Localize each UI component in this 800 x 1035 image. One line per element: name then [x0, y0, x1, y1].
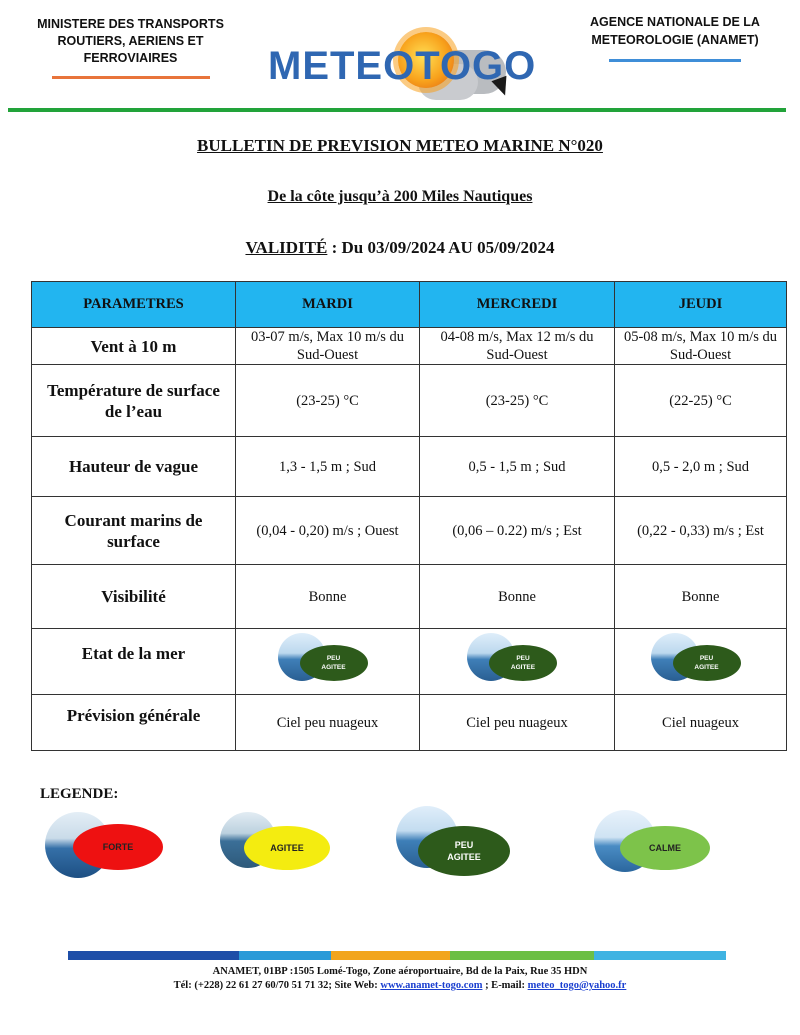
agency-line-2: METEOROLOGIE (ANAMET) — [591, 33, 759, 47]
sea-state-line1: PEU — [699, 655, 714, 662]
sea-state-badge — [300, 645, 368, 681]
sea-state-peu-agitee-icon — [396, 808, 526, 878]
col-header-parametres: PARAMETRES — [32, 282, 236, 328]
ministry-header — [18, 16, 243, 79]
sea-state-line1: PEU — [326, 655, 341, 662]
ministry-line-2: ROUTIERS, AERIENS ET FERROVIAIRES — [57, 34, 204, 65]
cell-visibilite-jeudi: Bonne — [615, 565, 787, 629]
agency-line-1: AGENCE NATIONALE DE LA — [590, 15, 760, 29]
bulletin-title: BULLETIN DE PREVISION METEO MARINE N°020 — [197, 136, 603, 155]
legend-badge-forte — [73, 824, 163, 870]
sea-state-badge — [489, 645, 557, 681]
cell-courant-mardi: (0,04 - 0,20) m/s ; Ouest — [236, 497, 420, 565]
cell-vent-mardi: 03-07 m/s, Max 10 m/s du Sud-Ouest — [236, 328, 420, 365]
param-courant: Courant marins de surface — [32, 497, 236, 565]
table-row — [32, 695, 787, 751]
cell-vent-jeudi: 05-08 m/s, Max 10 m/s du Sud-Ouest — [615, 328, 787, 365]
cell-vague-mardi: 1,3 - 1,5 m ; Sud — [236, 437, 420, 497]
cell-vague-mercredi: 0,5 - 1,5 m ; Sud — [420, 437, 615, 497]
col-header-jeudi: JEUDI — [615, 282, 787, 328]
footer-bar-segment — [68, 951, 239, 960]
sea-state-peu-agitee-icon — [651, 631, 751, 687]
agency-header — [575, 13, 775, 62]
footer-bar-segment — [239, 951, 331, 960]
sea-state-line2: AGITEE — [694, 664, 719, 671]
legend-label-agitee: AGITEE — [270, 843, 304, 853]
cell-visibilite-mardi: Bonne — [236, 565, 420, 629]
website-link[interactable]: www.anamet-togo.com — [380, 980, 483, 991]
sea-state-line1: PEU — [516, 655, 530, 662]
legend-badge-agitee — [244, 826, 330, 870]
footer-bar-segment — [450, 951, 595, 960]
legend-badge-calme — [620, 826, 710, 870]
param-temperature: Température de surface de l’eau — [32, 365, 236, 437]
cell-courant-jeudi: (0,22 - 0,33) m/s ; Est — [615, 497, 787, 565]
col-header-mardi: MARDI — [236, 282, 420, 328]
table-row — [32, 565, 787, 629]
cell-prevision-mardi: Ciel peu nuageux — [236, 695, 420, 751]
cell-etat-mardi — [236, 629, 420, 695]
footer-email-prefix: ; E-mail: — [482, 980, 528, 991]
legend-label-forte: FORTE — [102, 842, 134, 852]
param-vent: Vent à 10 m — [32, 328, 236, 365]
footer-bar-segment — [594, 951, 726, 960]
sea-state-badge — [673, 645, 741, 681]
sea-state-calme-icon — [594, 808, 724, 878]
cell-prevision-jeudi: Ciel nuageux — [615, 695, 787, 751]
legend-label-peu: PEU — [454, 840, 474, 850]
cell-temp-mercredi: (23-25) °C — [420, 365, 615, 437]
logo-text: METEOTOGO — [268, 44, 537, 88]
footer-bar-segment — [331, 951, 449, 960]
ministry-line-1: MINISTERE DES TRANSPORTS — [37, 17, 224, 31]
cell-prevision-mercredi: Ciel peu nuageux — [420, 695, 615, 751]
cell-vague-jeudi: 0,5 - 2,0 m ; Sud — [615, 437, 787, 497]
meteo-togo-logo — [268, 24, 568, 110]
footer-address: ANAMET, 01BP :1505 Lomé-Togo, Zone aéroportuaire, Bd de la Paix, Rue 35 HDN — [212, 966, 588, 977]
param-etat-mer: Etat de la mer — [32, 629, 236, 695]
ministry-underline — [52, 76, 210, 79]
cell-vent-mercredi: 04-08 m/s, Max 12 m/s du Sud-Ouest — [420, 328, 615, 365]
legend-badge-peu-agitee — [418, 826, 510, 876]
footer-tel: Tél: (+228) 22 61 27 60/70 51 71 32; Site Web: — [173, 980, 381, 991]
validity-line — [0, 238, 800, 258]
param-visibilite: Visibilité — [32, 565, 236, 629]
sea-state-forte-icon — [45, 808, 165, 878]
cell-temp-jeudi: (22-25) °C — [615, 365, 787, 437]
validity-label: VALIDITÉ — [245, 238, 328, 257]
cell-etat-mercredi — [420, 629, 615, 695]
sea-state-peu-agitee-icon — [278, 631, 378, 687]
zone-subtitle: De la côte jusqu’à 200 Miles Nautiques — [267, 188, 533, 205]
sea-state-peu-agitee-icon — [467, 631, 567, 687]
footer-color-bar — [68, 951, 726, 960]
legend-label-calme: CALME — [649, 843, 681, 853]
legend-title: LEGENDE: — [40, 786, 119, 802]
agency-underline — [609, 59, 741, 62]
table-row — [32, 328, 787, 365]
table-row — [32, 437, 787, 497]
forecast-table — [31, 281, 787, 751]
cell-etat-jeudi — [615, 629, 787, 695]
table-row — [32, 629, 787, 695]
validity-value: : Du 03/09/2024 AU 05/09/2024 — [327, 238, 555, 257]
sea-state-line2: AGITEE — [510, 664, 536, 671]
cell-courant-mercredi: (0,06 – 0.22) m/s ; Est — [420, 497, 615, 565]
sea-state-agitee-icon — [220, 808, 340, 878]
cell-temp-mardi: (23-25) °C — [236, 365, 420, 437]
legend-label-agitee-2: AGITEE — [447, 852, 481, 862]
footer-contact — [0, 980, 800, 991]
email-link[interactable]: meteo_togo@yahoo.fr — [527, 980, 627, 991]
table-header-row — [32, 282, 787, 328]
sea-state-line2: AGITEE — [321, 664, 346, 671]
table-row — [32, 497, 787, 565]
col-header-mercredi: MERCREDI — [420, 282, 615, 328]
param-hauteur-vague: Hauteur de vague — [32, 437, 236, 497]
table-row — [32, 365, 787, 437]
param-prevision: Prévision générale — [32, 695, 236, 751]
header-divider — [8, 108, 786, 112]
cell-visibilite-mercredi: Bonne — [420, 565, 615, 629]
